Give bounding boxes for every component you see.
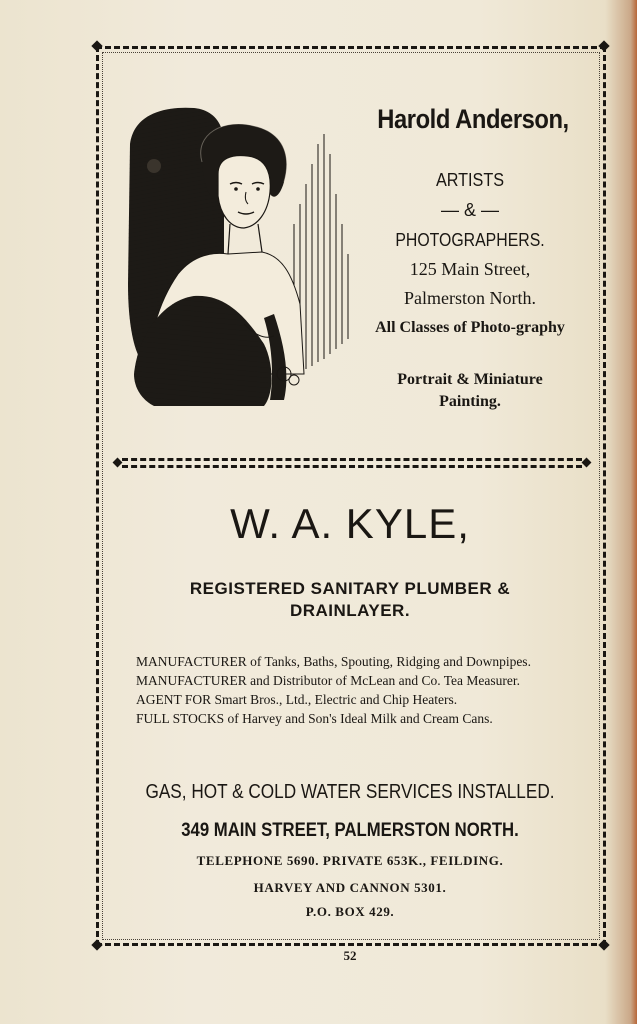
artists-label: ARTISTS bbox=[435, 170, 505, 190]
kyle-address: 349 MAIN STREET, PALMERSTON NORTH. bbox=[181, 820, 519, 841]
harvey-cannon-line: HARVEY AND CANNON 5301. bbox=[253, 880, 447, 895]
divider-line bbox=[122, 458, 582, 461]
list-item: MANUFACTURER and Distributor of McLean and Co. Tea Measurer. bbox=[136, 673, 520, 688]
po-box-line: P.O. BOX 429. bbox=[305, 904, 395, 919]
divider-line bbox=[122, 465, 582, 468]
portrait-painting-text: Portrait & Miniature Painting. bbox=[397, 371, 543, 410]
harold-town: Palmerston North. bbox=[404, 288, 536, 308]
kyle-heading: W. A. KYLE, bbox=[230, 500, 470, 547]
harold-anderson-heading: Harold Anderson, bbox=[377, 104, 569, 134]
services-installed-text: GAS, HOT & COLD WATER SERVICES INSTALLED. bbox=[145, 781, 555, 803]
harold-street-address: 125 Main Street, bbox=[409, 259, 531, 279]
ampersand-divider: — & — bbox=[440, 200, 499, 220]
divider-ornament bbox=[113, 458, 123, 468]
kyle-services-list bbox=[136, 653, 570, 729]
telephone-line: TELEPHONE 5690. PRIVATE 653K., FEILDING. bbox=[196, 853, 504, 868]
page-number: 52 bbox=[343, 948, 357, 963]
list-item: MANUFACTURER of Tanks, Baths, Spouting, Ridging and Downpipes. bbox=[136, 654, 531, 669]
divider-ornament bbox=[582, 458, 592, 468]
list-item: AGENT FOR Smart Bros., Ltd., Electric and Chip Heaters. bbox=[136, 692, 458, 707]
portrait-illustration bbox=[124, 104, 356, 408]
kyle-subtitle: REGISTERED SANITARY PLUMBER & DRAINLAYER. bbox=[189, 579, 511, 620]
list-item: FULL STOCKS of Harvey and Son's Ideal Milk and Cream Cans. bbox=[136, 711, 493, 726]
photographers-label: PHOTOGRAPHERS. bbox=[395, 230, 545, 250]
section-divider bbox=[114, 458, 590, 468]
photography-classes-text: All Classes of Photo-graphy bbox=[375, 319, 565, 336]
